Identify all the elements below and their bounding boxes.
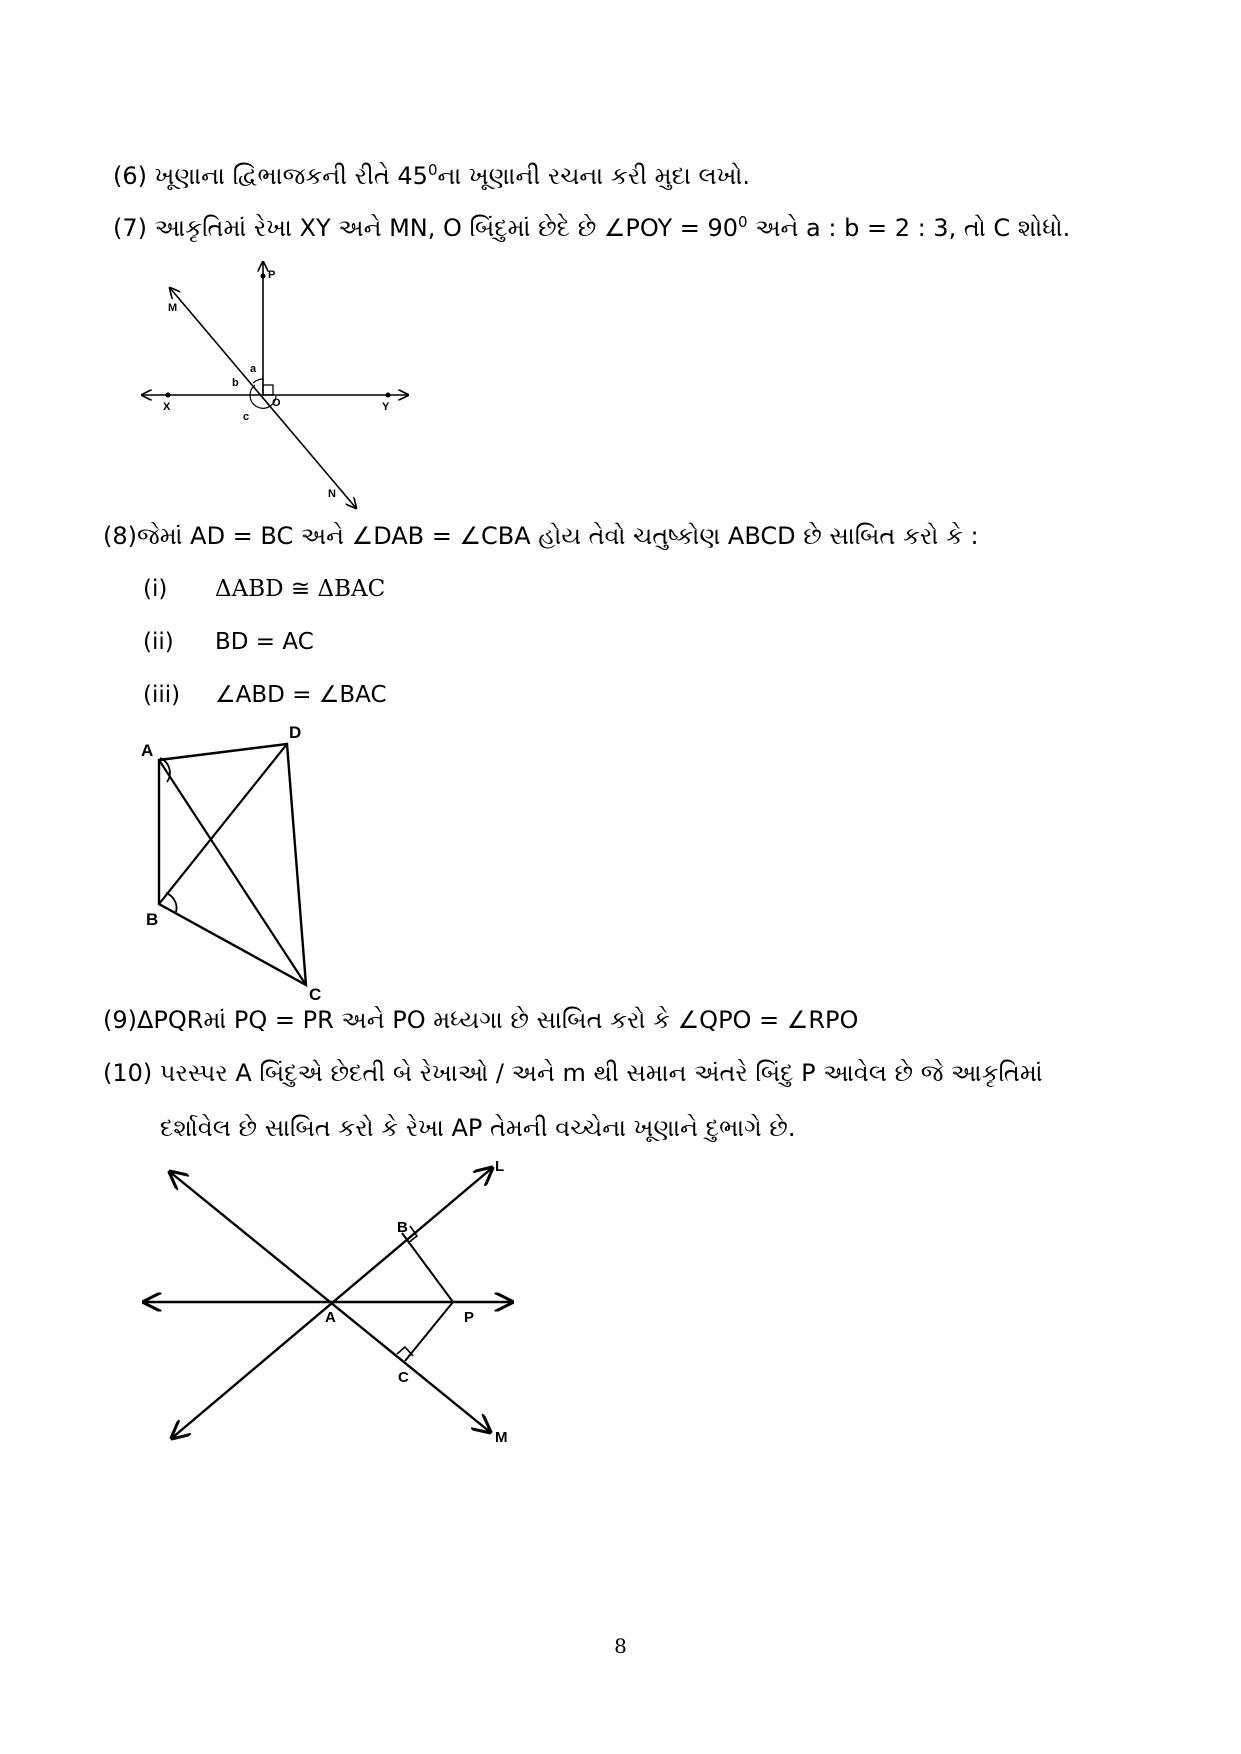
label-a: A [325, 1309, 336, 1326]
question-10 [103, 1057, 1043, 1089]
degree-superscript: 0 [427, 161, 438, 179]
label-c: c [243, 411, 250, 423]
point-y [386, 393, 391, 398]
part-text: BD = AC [215, 629, 314, 655]
part-text: ΔABD ≅ ΔBAC [215, 576, 386, 602]
question-text: જેમાં AD = BC અને ∠DAB = ∠CBA હોય તેવો ચતુષ્કોણ ABCD છે સાબિત કરો કે : [137, 522, 979, 550]
part-label: (ii) [143, 629, 174, 655]
question-number: (9) [103, 1006, 137, 1034]
label-c: C [309, 985, 322, 1004]
question-8-part-ii-text [215, 627, 314, 657]
angle-arc-a [253, 379, 263, 383]
question-8-part-i [143, 574, 167, 604]
part-label: (i) [143, 576, 168, 602]
diagonal-ac [159, 760, 306, 985]
question-9 [103, 1004, 858, 1036]
page-number: 8 [614, 1634, 627, 1658]
question-7 [113, 206, 1070, 244]
figure-10-bisector [130, 1150, 530, 1460]
question-text-cont: દર્શાવેલ છે સાબિત કરો કે રેખા AP તેમની વચ્ચેના ખૂણાને દુભાગે છે. [160, 1114, 796, 1142]
label-a: A [141, 741, 154, 760]
point-x [166, 393, 171, 398]
point-p [261, 274, 266, 279]
question-8-part-i-text [215, 574, 385, 604]
label-n: N [328, 488, 336, 500]
question-10-line-2 [160, 1112, 795, 1144]
label-b: b [232, 377, 239, 389]
label-d: D [289, 723, 302, 742]
label-a: a [250, 363, 257, 375]
label-b: B [146, 910, 159, 929]
question-number: (7) [113, 214, 147, 242]
label-b: B [397, 1219, 408, 1236]
question-6 [113, 154, 750, 192]
question-number: (6) [113, 162, 147, 190]
question-number: (8) [103, 522, 137, 550]
perpendicular-pc [405, 1302, 453, 1361]
question-8 [103, 520, 979, 552]
question-text: પરસ્પર A બિંદુએ છેદતી બે રેખાઓ / અને m થી સમાન અંતરે બિંદુ P આવેલ છે જે આકૃતિમાં [159, 1059, 1043, 1087]
label-l: L [495, 1158, 505, 1175]
question-text: આકૃતિમાં રેખા XY અને MN, O બિંદુમાં છેદે છે ∠POY = 90 [154, 214, 739, 242]
figure-7-intersecting-lines [130, 250, 420, 520]
right-angle-mark [263, 385, 273, 395]
part-label: (iii) [143, 682, 181, 708]
label-c: C [398, 1369, 409, 1386]
quadrilateral-abcd [159, 744, 306, 985]
label-m: M [168, 302, 178, 314]
label-p: P [464, 1309, 475, 1326]
label-y: Y [382, 401, 390, 413]
degree-superscript: 0 [738, 213, 748, 231]
label-m: M [495, 1429, 508, 1446]
question-text-cont: અને a : b = 2 : 3, તો C શોધો. [747, 214, 1071, 242]
question-8-part-iii [143, 680, 180, 710]
question-8-part-ii [143, 627, 174, 657]
diagonal-bd [159, 744, 287, 904]
label-p: P [268, 269, 276, 281]
question-number: (10) [103, 1059, 153, 1087]
part-text: ∠ABD = ∠BAC [215, 682, 387, 708]
question-text: ખૂણાના દ્વિભાજકની રીતે 45 [154, 162, 428, 190]
question-text-cont: ના ખૂણાની રચના કરી મુદા લખો. [437, 162, 751, 190]
question-text: ΔPQRમાં PQ = PR અને PO મધ્યગા છે સાબિત કરો કે ∠QPO = ∠RPO [137, 1006, 859, 1034]
label-o: O [272, 397, 281, 409]
question-8-part-iii-text [215, 680, 387, 710]
label-x: X [163, 401, 171, 413]
perpendicular-pb [402, 1233, 453, 1302]
figure-8-quadrilateral [130, 720, 340, 1010]
